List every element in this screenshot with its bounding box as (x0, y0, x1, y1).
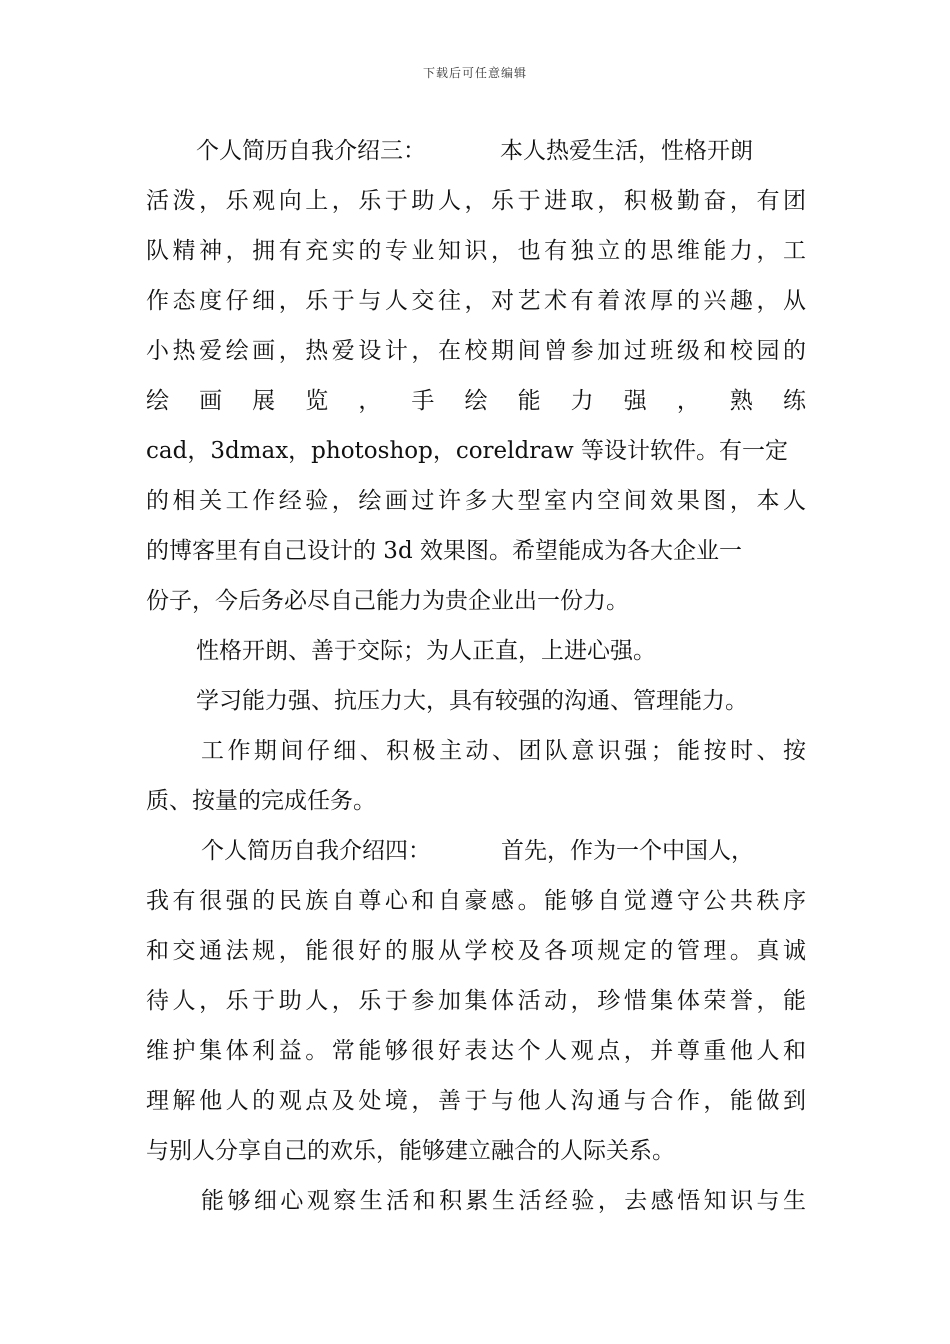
paragraph-4-line-2: 质、按量的完成任务。 (146, 788, 376, 814)
paragraph-3: 学习能力强、抗压力大，具有较强的沟通、管理能力。 (196, 688, 748, 714)
paragraph-1-line-10: 份子，今后务必尽自己能力为贵企业出一份力。 (146, 588, 629, 614)
paragraph-4-line-1: 工作期间仔细、积极主动、团队意识强；能按时、按 (201, 738, 806, 764)
paragraph-5-line-7: 与别人分享自己的欢乐，能够建立融合的人际关系。 (146, 1138, 675, 1164)
paragraph-5-line-3: 和交通法规，能很好的服从学校及各项规定的管理。真诚 (146, 938, 806, 964)
paragraph-5-line-2: 我有很强的民族自尊心和自豪感。能够自觉遵守公共秩序 (146, 888, 806, 914)
section-title-four: 个人简历自我介绍四： (201, 838, 431, 864)
page-header: 下载后可任意编辑 (422, 66, 527, 80)
paragraph-1-line-2: 活泼，乐观向上，乐于助人，乐于进取，积极勤奋，有团 (146, 188, 806, 214)
section-title-three: 个人简历自我介绍三： (196, 138, 426, 164)
paragraph-1-line-4: 作态度仔细，乐于与人交往，对艺术有着浓厚的兴趣，从 (146, 288, 806, 314)
paragraph-5-line-6: 理解他人的观点及处境，善于与他人沟通与合作，能做到 (146, 1088, 806, 1114)
paragraph-1-line-6: 绘 画 展 览 ， 手 绘 能 力 强 ， 熟 练 (146, 388, 806, 414)
paragraph-5-line-5: 维护集体利益。常能够很好表达个人观点，并尊重他人和 (146, 1038, 806, 1064)
paragraph-1-line-5: 小热爱绘画，热爱设计，在校期间曾参加过班级和校园的 (146, 338, 806, 364)
paragraph-5-line-1 (201, 834, 806, 868)
paragraph-5-line-4: 待人，乐于助人，乐于参加集体活动，珍惜集体荣誉，能 (146, 988, 806, 1014)
paragraph-1-line-1 (196, 134, 806, 168)
paragraph-6-line-1: 能够细心观察生活和积累生活经验，去感悟知识与生 (201, 1188, 806, 1214)
paragraph-2: 性格开朗、善于交际；为人正直，上进心强。 (196, 638, 656, 664)
paragraph-5-line-1-text: 首先，作为一个中国人， (501, 838, 754, 864)
paragraph-1-line-7: cad，3dmax，photoshop，coreldraw 等设计软件。有一定 (146, 438, 788, 464)
paragraph-1-line-1-text: 本人热爱生活，性格开朗 (500, 138, 753, 164)
paragraph-1-line-8: 的相关工作经验，绘画过许多大型室内空间效果图，本人 (146, 488, 806, 514)
paragraph-1-line-3: 队精神，拥有充实的专业知识，也有独立的思维能力，工 (146, 238, 806, 264)
paragraph-1-line-9: 的博客里有自己设计的 3d 效果图。希望能成为各大企业一 (146, 538, 742, 564)
